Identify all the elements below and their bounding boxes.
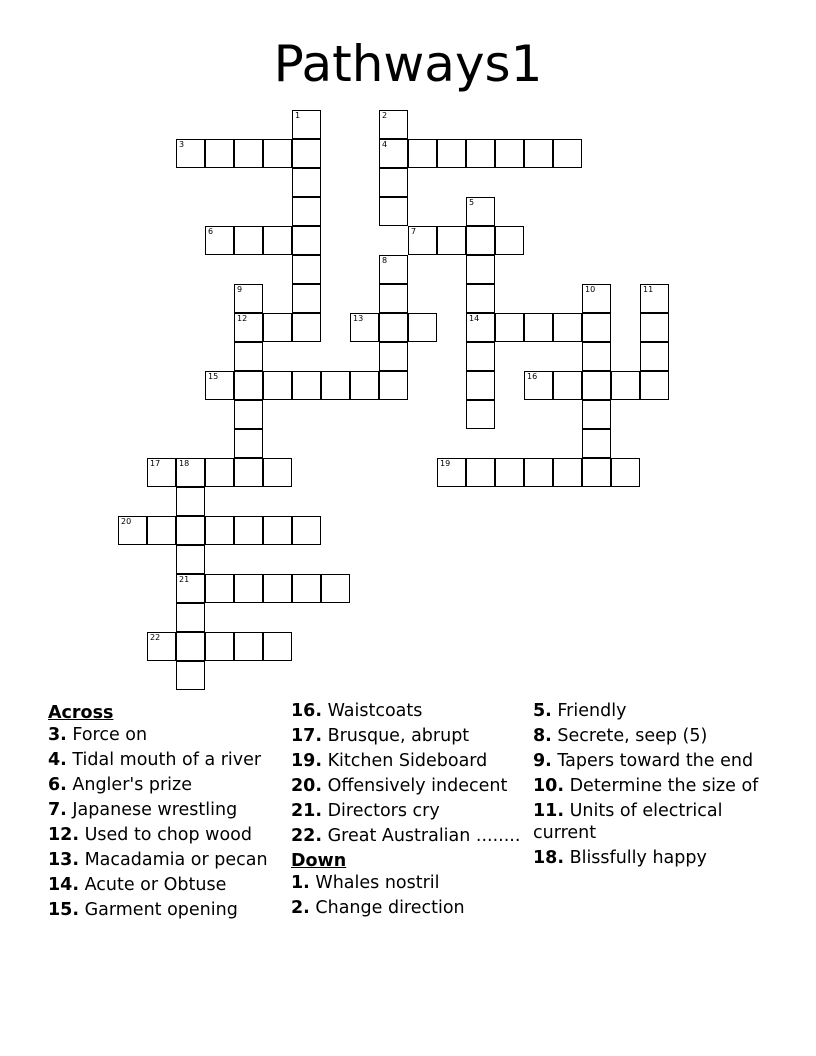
clue-item	[291, 750, 527, 772]
clue-item-number: 8.	[533, 726, 552, 746]
grid-cell[interactable]	[176, 516, 205, 545]
clue-item-text: Change direction	[309, 898, 465, 918]
grid-cell[interactable]	[553, 458, 582, 487]
clue-item-number: 15.	[48, 900, 80, 920]
grid-cell[interactable]	[553, 139, 582, 168]
clue-item-text: Brusque, abrupt	[322, 726, 470, 746]
grid-cell[interactable]	[582, 342, 611, 371]
clue-number: 1	[295, 111, 301, 120]
grid-cell[interactable]	[118, 516, 147, 545]
grid-cell[interactable]	[466, 139, 495, 168]
clue-item	[291, 897, 527, 919]
grid-cell[interactable]	[234, 516, 263, 545]
grid-cell[interactable]	[379, 255, 408, 284]
grid-cell[interactable]	[495, 226, 524, 255]
grid-cell[interactable]	[466, 255, 495, 284]
clue-item	[291, 800, 527, 822]
grid-cell[interactable]	[263, 516, 292, 545]
clue-item-text: Used to chop wood	[79, 825, 252, 845]
clue-item-number: 10.	[533, 776, 565, 796]
clue-item-text: Determine the size of	[564, 776, 759, 796]
clue-item-number: 2.	[291, 898, 310, 918]
grid-cell[interactable]	[466, 342, 495, 371]
clue-item	[533, 700, 769, 722]
grid-cell[interactable]	[205, 632, 234, 661]
clue-number: 14	[469, 314, 480, 323]
clue-item-number: 18.	[533, 848, 565, 868]
clue-item-number: 4.	[48, 750, 67, 770]
grid-cell[interactable]	[234, 226, 263, 255]
clue-item-number: 11.	[533, 801, 565, 821]
grid-cell[interactable]	[234, 371, 263, 400]
clue-number: 7	[411, 227, 417, 236]
clue-item-text: Acute or Obtuse	[79, 875, 227, 895]
clue-number: 6	[208, 227, 214, 236]
grid-cell[interactable]	[292, 255, 321, 284]
clue-item-text: Kitchen Sideboard	[322, 751, 488, 771]
across-clue-list	[48, 724, 284, 921]
grid-cell[interactable]	[263, 371, 292, 400]
clue-item-text: Tidal mouth of a river	[66, 750, 262, 770]
clue-number: 16	[527, 372, 538, 381]
grid-cell[interactable]	[292, 197, 321, 226]
grid-cell[interactable]	[379, 371, 408, 400]
grid-cell[interactable]	[205, 574, 234, 603]
clue-item-number: 7.	[48, 800, 67, 820]
clue-item-text: Blissfully happy	[564, 848, 707, 868]
grid-cell[interactable]	[263, 139, 292, 168]
puzzle-title: Pathways1	[273, 35, 543, 93]
grid-cell[interactable]	[524, 139, 553, 168]
clue-item-text: Units of electrical current	[533, 801, 723, 843]
grid-cell[interactable]	[611, 458, 640, 487]
grid-cell[interactable]	[176, 574, 205, 603]
clue-item	[533, 725, 769, 747]
clue-item-text: Directors cry	[322, 801, 440, 821]
clue-item	[48, 749, 284, 771]
grid-cell[interactable]	[292, 139, 321, 168]
grid-cell[interactable]	[234, 284, 263, 313]
grid-cell[interactable]	[582, 400, 611, 429]
grid-cell[interactable]	[379, 342, 408, 371]
clue-item	[533, 847, 769, 869]
clue-item	[48, 799, 284, 821]
clue-item-text: Tapers toward the end	[551, 751, 754, 771]
clue-number: 15	[208, 372, 219, 381]
grid-cell[interactable]	[466, 371, 495, 400]
clue-item	[291, 825, 527, 847]
clues-column-1	[48, 700, 284, 924]
grid-cell[interactable]	[176, 632, 205, 661]
grid-cell[interactable]	[292, 284, 321, 313]
grid-cell[interactable]	[205, 458, 234, 487]
clue-number: 4	[382, 140, 388, 149]
clue-item	[533, 800, 769, 844]
clue-number: 10	[585, 285, 596, 294]
clue-number: 19	[440, 459, 451, 468]
down-clue-list	[291, 872, 527, 919]
clue-number: 8	[382, 256, 388, 265]
grid-cell[interactable]	[582, 458, 611, 487]
grid-cell[interactable]	[234, 632, 263, 661]
clue-item-text: Garment opening	[79, 900, 238, 920]
grid-cell[interactable]	[466, 400, 495, 429]
grid-cell[interactable]	[176, 603, 205, 632]
clue-number: 18	[179, 459, 190, 468]
grid-cell[interactable]	[234, 342, 263, 371]
clue-item	[291, 700, 527, 722]
clue-item-text: Angler's prize	[66, 775, 192, 795]
clue-item	[291, 775, 527, 797]
grid-cell[interactable]	[553, 371, 582, 400]
clue-number: 20	[121, 517, 132, 526]
grid-cell[interactable]	[640, 342, 669, 371]
clue-item-number: 19.	[291, 751, 323, 771]
clue-number: 11	[643, 285, 654, 294]
clues-column-3	[533, 700, 769, 872]
clue-number: 17	[150, 459, 161, 468]
grid-cell[interactable]	[234, 400, 263, 429]
down-heading: Down	[291, 851, 347, 871]
across-heading: Across	[48, 703, 114, 723]
grid-cell[interactable]	[582, 429, 611, 458]
grid-cell[interactable]	[263, 458, 292, 487]
clue-item	[48, 874, 284, 896]
grid-cell[interactable]	[234, 313, 263, 342]
clue-item-number: 3.	[48, 725, 67, 745]
grid-cell[interactable]	[495, 313, 524, 342]
clue-item-number: 20.	[291, 776, 323, 796]
clue-number: 9	[237, 285, 243, 294]
clue-item	[533, 775, 769, 797]
clue-item-number: 6.	[48, 775, 67, 795]
grid-cell[interactable]	[205, 139, 234, 168]
grid-cell[interactable]	[408, 226, 437, 255]
grid-cell[interactable]	[147, 458, 176, 487]
clue-number: 3	[179, 140, 185, 149]
clue-item-number: 16.	[291, 701, 323, 721]
grid-cell[interactable]	[582, 284, 611, 313]
clue-item-text: Whales nostril	[309, 873, 440, 893]
clue-item	[291, 872, 527, 894]
clue-item-number: 12.	[48, 825, 80, 845]
grid-cell[interactable]	[292, 226, 321, 255]
grid-cell[interactable]	[350, 371, 379, 400]
grid-cell[interactable]	[437, 458, 466, 487]
clue-number: 21	[179, 575, 190, 584]
grid-cell[interactable]	[379, 110, 408, 139]
grid-cell[interactable]	[524, 458, 553, 487]
clue-item	[533, 750, 769, 772]
grid-cell[interactable]	[466, 458, 495, 487]
clue-item-text: Waistcoats	[322, 701, 423, 721]
down-clue-list-continued	[533, 700, 769, 869]
grid-cell[interactable]	[466, 197, 495, 226]
clue-item-number: 14.	[48, 875, 80, 895]
grid-cell[interactable]	[292, 574, 321, 603]
grid-cell[interactable]	[582, 313, 611, 342]
grid-cell[interactable]	[321, 371, 350, 400]
grid-cell[interactable]	[205, 371, 234, 400]
grid-cell[interactable]	[176, 458, 205, 487]
grid-cell[interactable]	[292, 371, 321, 400]
grid-cell[interactable]	[466, 313, 495, 342]
across-clue-list-continued	[291, 700, 527, 847]
clue-item	[48, 849, 284, 871]
grid-cell[interactable]	[176, 661, 205, 690]
grid-cell[interactable]	[147, 516, 176, 545]
clue-item-text: Offensively indecent	[322, 776, 508, 796]
grid-cell[interactable]	[379, 313, 408, 342]
grid-cell[interactable]	[263, 226, 292, 255]
grid-cell[interactable]	[263, 632, 292, 661]
grid-cell[interactable]	[495, 458, 524, 487]
grid-cell[interactable]	[350, 313, 379, 342]
grid-cell[interactable]	[263, 574, 292, 603]
clue-item-text: Great Australian ........	[322, 826, 521, 846]
grid-cell[interactable]	[379, 284, 408, 313]
clue-item-text: Secrete, seep (5)	[551, 726, 708, 746]
clue-item-text: Macadamia or pecan	[79, 850, 268, 870]
clue-item	[48, 724, 284, 746]
clue-item-number: 1.	[291, 873, 310, 893]
grid-cell[interactable]	[321, 574, 350, 603]
grid-cell[interactable]	[234, 429, 263, 458]
clue-number: 12	[237, 314, 248, 323]
grid-cell[interactable]	[263, 313, 292, 342]
clue-number: 5	[469, 198, 475, 207]
clue-number: 22	[150, 633, 161, 642]
grid-cell[interactable]	[292, 313, 321, 342]
clue-item-number: 17.	[291, 726, 323, 746]
grid-cell[interactable]	[408, 313, 437, 342]
grid-cell[interactable]	[379, 197, 408, 226]
grid-cell[interactable]	[234, 458, 263, 487]
grid-cell[interactable]	[205, 226, 234, 255]
grid-cell[interactable]	[176, 487, 205, 516]
clues-column-2	[291, 700, 527, 922]
clue-item-number: 21.	[291, 801, 323, 821]
clue-item-text: Friendly	[551, 701, 627, 721]
clue-item-text: Japanese wrestling	[66, 800, 238, 820]
grid-cell[interactable]	[640, 371, 669, 400]
grid-cell[interactable]	[379, 139, 408, 168]
clue-number: 13	[353, 314, 364, 323]
grid-cell[interactable]	[640, 284, 669, 313]
grid-cell[interactable]	[611, 371, 640, 400]
grid-cell[interactable]	[466, 284, 495, 313]
grid-cell[interactable]	[176, 545, 205, 574]
grid-cell[interactable]	[582, 371, 611, 400]
grid-cell[interactable]	[524, 371, 553, 400]
clue-item	[291, 725, 527, 747]
grid-cell[interactable]	[176, 139, 205, 168]
grid-cell[interactable]	[495, 139, 524, 168]
clue-item	[48, 899, 284, 921]
clue-item-number: 9.	[533, 751, 552, 771]
grid-cell[interactable]	[205, 516, 234, 545]
grid-cell[interactable]	[408, 139, 437, 168]
clue-item	[48, 774, 284, 796]
clue-item-text: Force on	[66, 725, 148, 745]
grid-cell[interactable]	[292, 168, 321, 197]
grid-cell[interactable]	[234, 574, 263, 603]
grid-cell[interactable]	[437, 226, 466, 255]
clue-item	[48, 824, 284, 846]
clue-number: 2	[382, 111, 388, 120]
grid-cell[interactable]	[292, 110, 321, 139]
grid-cell[interactable]	[292, 516, 321, 545]
grid-cell[interactable]	[379, 168, 408, 197]
grid-cell[interactable]	[524, 313, 553, 342]
clue-item-number: 13.	[48, 850, 80, 870]
grid-cell[interactable]	[147, 632, 176, 661]
clue-item-number: 22.	[291, 826, 323, 846]
grid-cell[interactable]	[640, 313, 669, 342]
grid-cell[interactable]	[553, 313, 582, 342]
grid-cell[interactable]	[234, 139, 263, 168]
grid-cell[interactable]	[466, 226, 495, 255]
clue-item-number: 5.	[533, 701, 552, 721]
grid-cell[interactable]	[437, 139, 466, 168]
